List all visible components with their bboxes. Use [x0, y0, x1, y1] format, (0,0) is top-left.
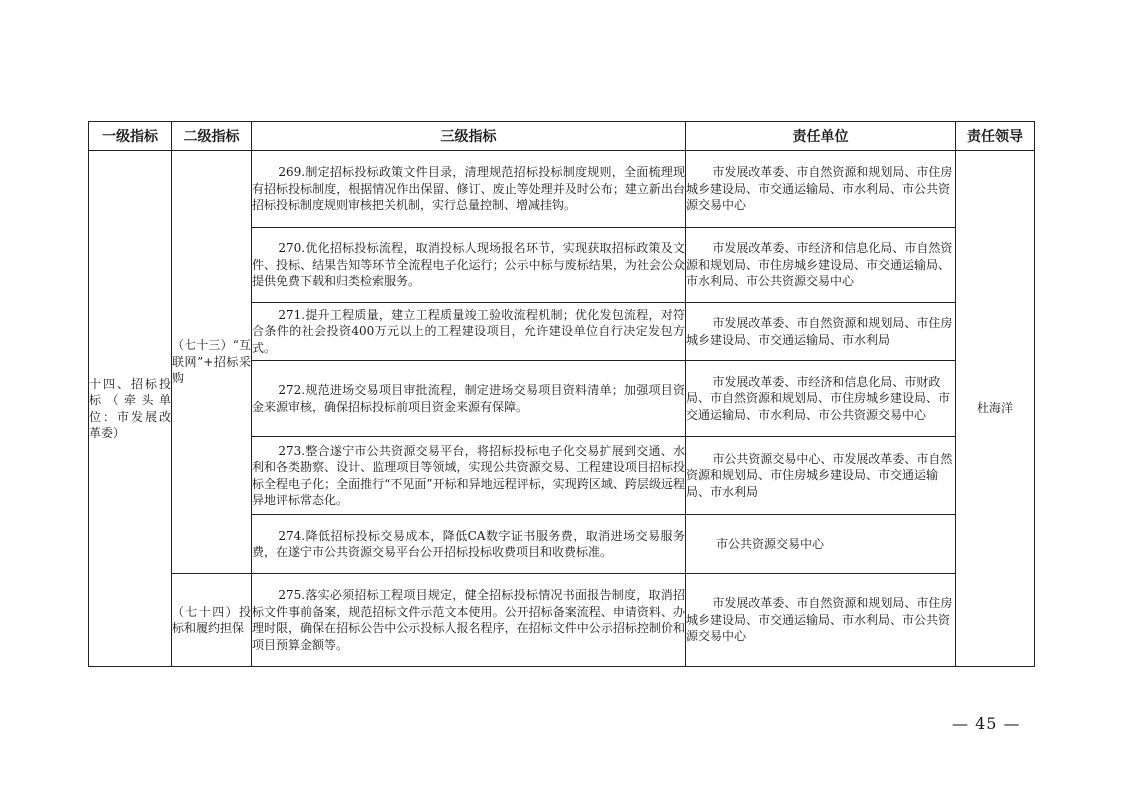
indicator-text: 272.规范进场交易项目审批流程，制定进场交易项目资料清单；加强项目资金来源审核，确保招标投标前项目资金来源有保障。	[252, 383, 685, 414]
indicator-text: 274.降低招标投标交易成本，降低CA数字证书服务费，取消进场交易服务费，在遂宁市公共资源交易平台公开招标投标收费项目和收费标准。	[252, 528, 685, 559]
units-text: 市发展改革委、市自然资源和规划局、市住房城乡建设局、市交通运输局、市水利局	[686, 316, 953, 347]
level3-cell	[252, 228, 686, 303]
header-level1: 一级指标	[89, 122, 172, 151]
level2-cell: （七十四）投标和履约担保	[172, 574, 252, 667]
units-cell	[686, 151, 956, 228]
header-level2: 二级指标	[172, 122, 252, 151]
units-cell	[686, 303, 956, 361]
units-cell	[686, 228, 956, 303]
units-text: 市发展改革委、市自然资源和规划局、市住房城乡建设局、市交通运输局、市水利局、市公共资源交易中心	[686, 596, 953, 644]
indicator-text: 269.制定招标投标政策文件目录，清理规范招标投标制度规则，全面梳理现有招标投标制度，根据情况作出保留、修订、废止等处理并及时公布；建立新出台招标投标制度规则审核把关机制，实行总量控制、增减挂钩。	[252, 165, 685, 213]
page-number: — 45 —	[952, 714, 1021, 733]
units-cell	[686, 515, 956, 574]
units-text: 市发展改革委、市经济和信息化局、市自然资源和规划局、市住房城乡建设局、市交通运输局、市水利局、市公共资源交易中心	[686, 241, 953, 289]
level3-cell	[252, 437, 686, 515]
header-row	[89, 122, 1035, 151]
indicator-text: 273.整合遂宁市公共资源交易平台，将招标投标电子化交易扩展到交通、水利和各类勘察、设计、监理项目等领域，实现公共资源交易、工程建设项目招标投标全程电子化；全面推行“不见面”开标和异地远程评标，实现跨区域、跨层级远程异地评标常态化。	[252, 443, 685, 507]
level3-cell	[252, 151, 686, 228]
level3-cell	[252, 515, 686, 574]
units-cell	[686, 361, 956, 437]
table-row	[89, 574, 1035, 667]
header-level3: 三级指标	[252, 122, 686, 151]
level3-cell	[252, 574, 686, 667]
indicator-table	[88, 121, 1035, 667]
leader-cell: 杜海洋	[956, 151, 1035, 667]
units-cell	[686, 437, 956, 515]
level2-cell: （七十三）“互联网”+招标采购	[172, 151, 252, 574]
units-text: 市发展改革委、市经济和信息化局、市财政局、市自然资源和规划局、市住房城乡建设局、市交通运输局、市水利局、市公共资源交易中心	[686, 374, 951, 422]
units-text: 市公共资源交易中心	[716, 536, 825, 551]
header-units: 责任单位	[686, 122, 956, 151]
header-leader: 责任领导	[956, 122, 1035, 151]
units-cell	[686, 574, 956, 667]
indicator-text: 271.提升工程质量，建立工程质量竣工验收流程机制；优化发包流程，对符合条件的社会投资400万元以上的工程建设项目，允许建设单位自行决定发包方式。	[252, 307, 685, 355]
indicator-text: 270.优化招标投标流程，取消投标人现场报名环节，实现获取招标政策及文件、投标、结果告知等环节全流程电子化运行；公示中标与废标结果，为社会公众提供免费下载和归类检索服务。	[252, 241, 685, 289]
units-text: 市发展改革委、市自然资源和规划局、市住房城乡建设局、市交通运输局、市水利局、市公共资源交易中心	[686, 165, 953, 213]
level3-cell	[252, 303, 686, 361]
indicator-text: 275.落实必须招标工程项目规定，健全招标投标情况书面报告制度，取消招标文件事前备案，规范招标文件示范文本使用。公开招标备案流程、申请资料、办理时限，确保在招标公告中公示投标人报名程序，在招标文件中公示招标控制价和项目预算金额等。	[252, 588, 685, 652]
level3-cell	[252, 361, 686, 437]
table-row	[89, 151, 1035, 228]
level1-cell: 十四、招标投标（牵头单位：市发展改革委）	[89, 151, 172, 667]
units-text: 市公共资源交易中心、市发展改革委、市自然资源和规划局、市住房城乡建设局、市交通运输局、市水利局	[686, 451, 953, 499]
